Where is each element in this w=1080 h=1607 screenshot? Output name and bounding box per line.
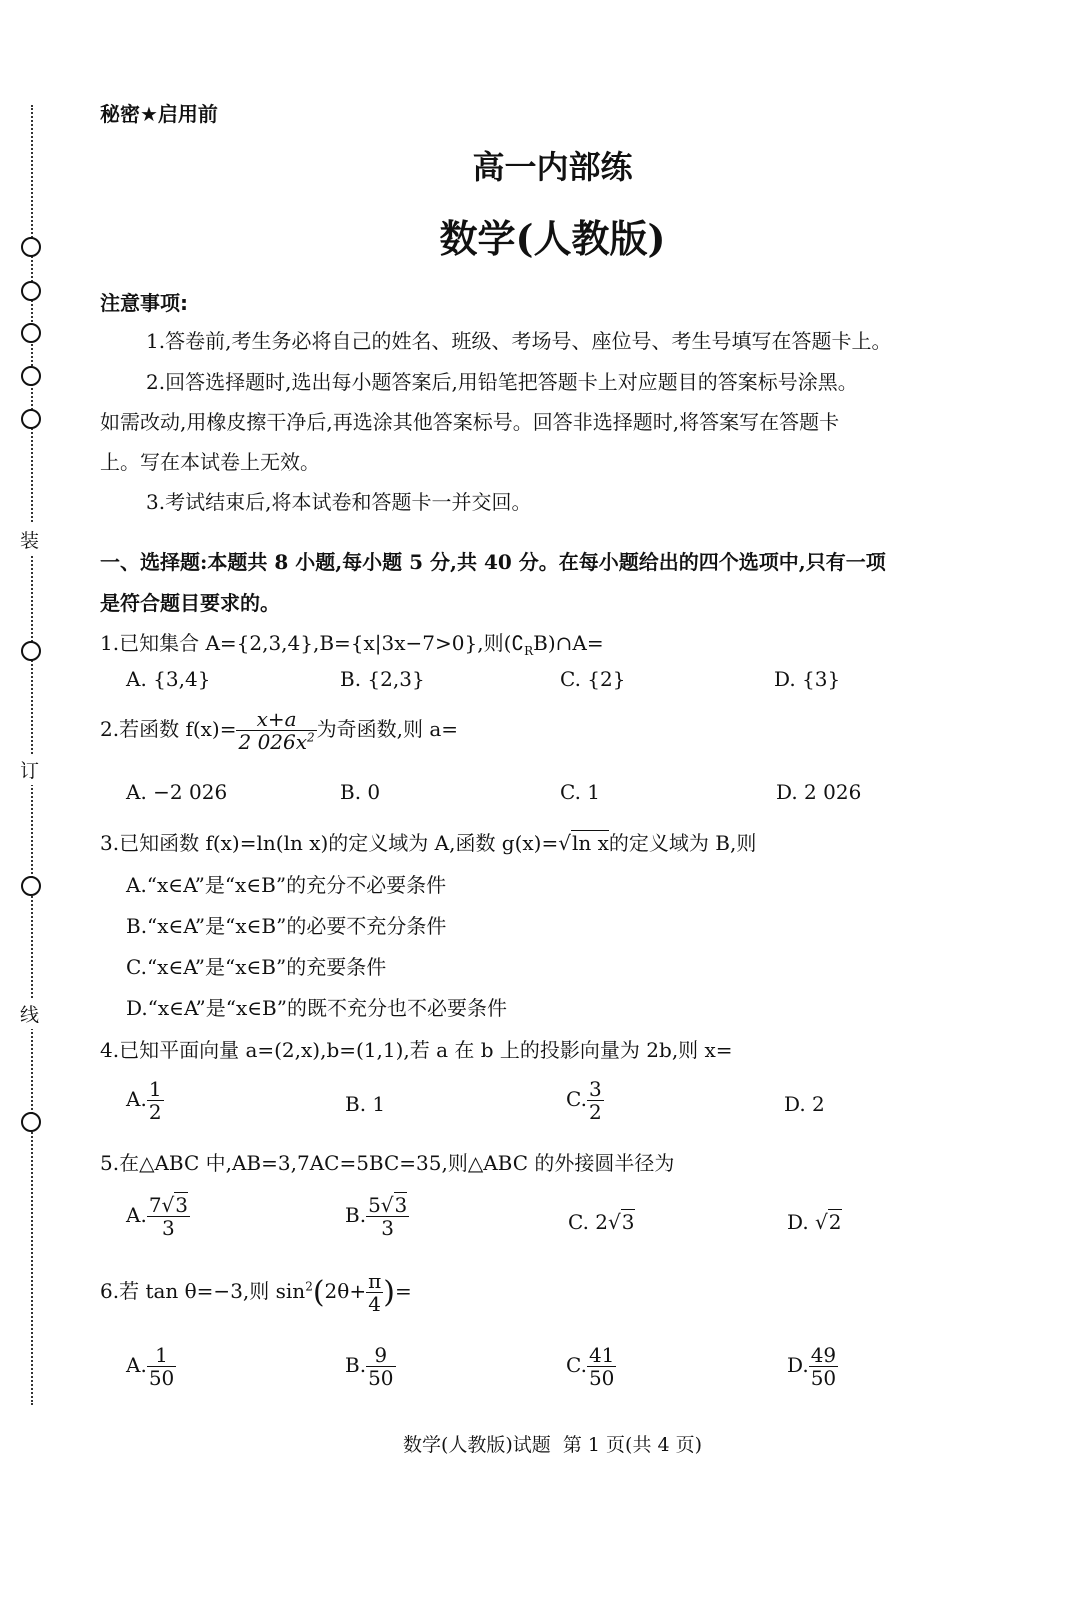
binding-hole	[21, 1112, 41, 1132]
q2-option-a: A. −2 026	[126, 780, 228, 804]
question-1-stem: 1.已知集合 A={2,3,4},B={x|3x−7>0},则$(∁_RB)\cap A=$	[100, 631, 604, 658]
question-5-stem: 5.在△ABC 中,AB=3,7AC=5BC=35,则△ABC 的外接圆半径为	[100, 1151, 675, 1175]
q4-option-a: A. $\frac{1}{2}$	[126, 1077, 162, 1124]
notice-heading: 注意事项:	[100, 291, 188, 315]
q2-option-d: D. 2 026	[776, 780, 862, 804]
notice-item-2-end: 上。写在本试卷上无效。	[100, 450, 320, 474]
q4-option-b: B. 1	[345, 1092, 386, 1116]
binding-hole	[21, 366, 41, 386]
q6-option-c: C. $\frac{41}{50}$	[566, 1343, 615, 1390]
q5-option-a: A. $\frac{7√3}{3}$	[126, 1193, 189, 1240]
q5-option-c: C. 2√3	[568, 1210, 635, 1234]
notice-item-2: 2.回答选择题时,选出每小题答案后,用铅笔把答题卡上对应题目的答案标号涂黑。	[146, 370, 858, 394]
q1-option-b: B. {2,3}	[340, 667, 425, 691]
q3-option-d: D.“x∈A”是“x∈B”的既不充分也不必要条件	[126, 996, 507, 1020]
page-footer: 数学(人教版)试题 第 1 页(共 4 页)	[402, 1434, 703, 1456]
notice-item-1: 1.答卷前,考生务必将自己的姓名、班级、考场号、座位号、考生号填写在答题卡上。	[146, 329, 892, 353]
section-heading: 一、选择题:本题共 8 小题,每小题 5 分,共 40 分。在每小题给出的四个选项中,只有一项	[100, 550, 886, 574]
q6-option-a: A. $\frac{1}{50}$	[126, 1343, 175, 1390]
q1-option-d: D. {3}	[774, 667, 841, 691]
q6-option-b: B. $\frac{9}{50}$	[345, 1343, 394, 1390]
notice-item-3: 3.考试结束后,将本试卷和答题卡一并交回。	[146, 490, 532, 514]
q1-option-a: A. {3,4}	[126, 667, 211, 691]
question-3-stem: 3.已知函数 f(x)=ln(ln x)的定义域为 A,函数 g(x)=√ln x的定义域为 B,则	[100, 831, 757, 855]
q3-option-a: A.“x∈A”是“x∈B”的充分不必要条件	[126, 873, 447, 897]
question-4-stem: 4.已知平面向量 a=(2,x),b=(1,1),若 a 在 b 上的投影向量为 2b,则 x=	[100, 1038, 733, 1062]
page-subtitle: 数学(人教版)	[439, 216, 666, 261]
section-heading-cont: 是符合题目要求的。	[100, 591, 280, 615]
q4-option-d: D. 2	[784, 1092, 825, 1116]
q5-option-b: B. $\frac{5√3}{3}$	[345, 1193, 408, 1240]
q6-option-d: D. $\frac{49}{50}$	[787, 1343, 837, 1390]
binding-hole	[21, 409, 41, 429]
page-title: 高一内部练	[472, 148, 633, 186]
notice-item-2-cont: 如需改动,用橡皮擦干净后,再选涂其他答案标号。回答非选择题时,将答案写在答题卡	[100, 410, 840, 434]
gutter-char-ding: 订	[20, 754, 39, 785]
q1-option-c: C. {2}	[560, 667, 626, 691]
q3-option-b: B.“x∈A”是“x∈B”的必要不充分条件	[126, 914, 447, 938]
q3-option-c: C.“x∈A”是“x∈B”的充要条件	[126, 955, 387, 979]
q2-option-b: B. 0	[340, 780, 381, 804]
question-6-stem: 6.若 tan θ=−3,则 $\sin^2(2\theta+$ $\frac{\pi}{4}$ )=	[100, 1269, 412, 1316]
q4-option-c: C. $\frac{3}{2}$	[566, 1077, 602, 1124]
binding-hole	[21, 323, 41, 343]
gutter-char-zhuang: 装	[20, 524, 39, 555]
binding-hole	[21, 876, 41, 896]
secret-label: 秘密★启用前	[100, 102, 218, 126]
binding-hole	[21, 281, 41, 301]
binding-hole	[21, 641, 41, 661]
gutter-char-xian: 线	[20, 998, 39, 1029]
question-2-stem: 2.若函数 f(x)= $\frac{x+a}{2 026x^2}$ 为奇函数,则 a=	[100, 707, 459, 754]
q2-option-c: C. 1	[560, 780, 601, 804]
q5-option-d: D. √2	[787, 1210, 842, 1234]
